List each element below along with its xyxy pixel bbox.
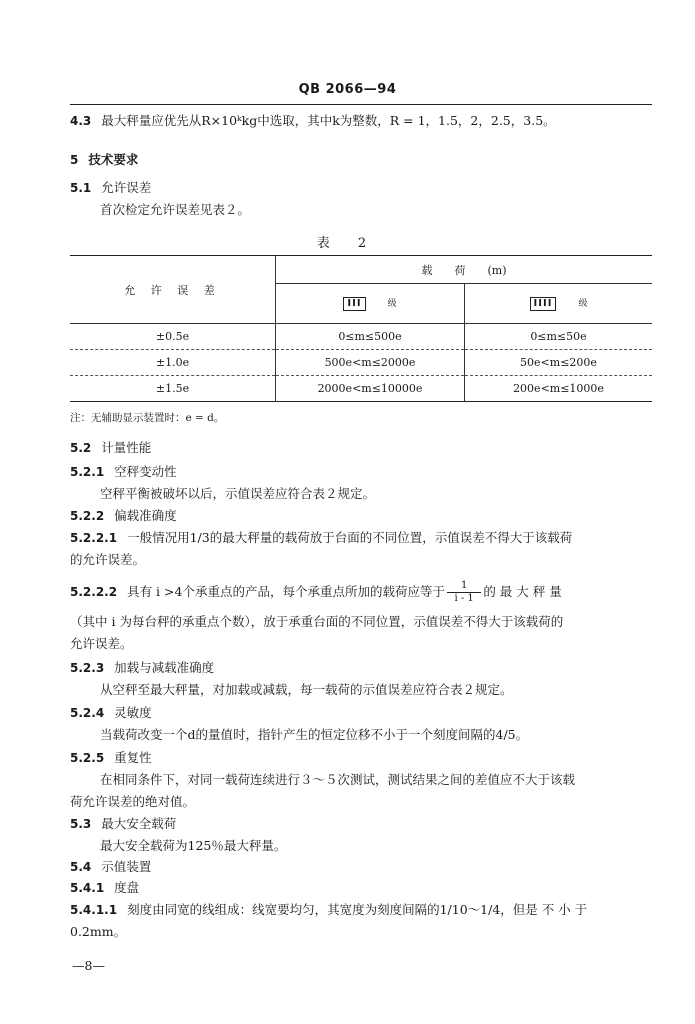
clause-5-1-heading bbox=[70, 180, 151, 196]
table-row: ±0.5e 0≤m≤500e 0≤m≤50e bbox=[70, 324, 652, 350]
header-allowed-error: 允 许 误 差 bbox=[70, 256, 276, 324]
clause-5-2-4-body: 当载荷改变一个d的量值时，指针产生的恒定位移不小于一个刻度间隔的4/5。 bbox=[100, 727, 529, 742]
clause-5-4-1-1-line2: 0.2mm。 bbox=[70, 924, 127, 939]
clause-5-4-heading: 5.4 示值装置 bbox=[70, 859, 152, 874]
fraction: $\frac{1}{i - 1}$ bbox=[447, 580, 481, 605]
clause-4-3 bbox=[70, 113, 556, 129]
clause-5-4-1-heading: 5.4.1 度盘 bbox=[70, 880, 140, 895]
clause-5-2-2-2-line3: 允许误差。 bbox=[70, 636, 133, 651]
table-note: 注：无辅助显示装置时：e = d。 bbox=[70, 412, 225, 424]
header-rule bbox=[70, 104, 652, 105]
clause-number: 4.3 bbox=[70, 114, 92, 128]
table-row: ±1.5e 2000e<m≤10000e 200e<m≤1000e bbox=[70, 376, 652, 402]
clause-5-2-2-1-line1: 5.2.2.1 一般情况用1/3的最大秤量的载荷放于台面的不同位置，示值误差不得大于该载荷 bbox=[70, 530, 573, 545]
clause-5-2-2-2-line2: （其中 i 为每台秤的承重点个数），放于承重台面的不同位置，示值误差不得大于该载荷的 bbox=[70, 614, 564, 629]
table-row: ±1.0e 500e<m≤2000e 50e<m≤200e bbox=[70, 350, 652, 376]
clause-5-2-heading: 5.2 计量性能 bbox=[70, 440, 152, 455]
clause-5-2-2-1-line2: 的允许误差。 bbox=[70, 552, 146, 567]
clause-5-2-5-line1: 在相同条件下，对同一载荷连续进行３～５次测试，测试结果之间的差值应不大于该载 bbox=[100, 772, 576, 787]
section-5-heading bbox=[70, 152, 138, 168]
header-class-3: III 级 bbox=[276, 284, 465, 324]
clause-5-2-2-2-line1: 5.2.2.2 具有 i >4个承重点的产品，每个承重点所加的载荷应等于 $\frac{1}{i - 1}$ 的 最 大 秤 量 bbox=[70, 580, 562, 604]
table-caption: 表 2 bbox=[316, 236, 379, 251]
error-table bbox=[70, 255, 652, 402]
clause-5-4-1-1-line1: 5.4.1.1 刻度由同宽的线组成：线宽要均匀，其宽度为刻度间隔的1/10～1/4，但是 不 小 于 bbox=[70, 902, 588, 917]
clause-5-2-1-body: 空秤平衡被破坏以后，示值误差应符合表２规定。 bbox=[100, 486, 376, 501]
section-number: 5 bbox=[70, 153, 79, 167]
clause-5-3-body: 最大安全载荷为125％最大秤量。 bbox=[100, 838, 287, 853]
clause-5-1-body: 首次检定允许误差见表２。 bbox=[100, 202, 251, 217]
page-number: —8— bbox=[72, 958, 105, 973]
clause-5-2-4-heading: 5.2.4 灵敏度 bbox=[70, 705, 152, 720]
class-4-icon: IIII bbox=[530, 297, 557, 311]
clause-5-3-heading: 5.3 最大安全载荷 bbox=[70, 816, 177, 831]
section-title: 技术要求 bbox=[88, 152, 139, 167]
clause-5-2-5-heading: 5.2.5 重复性 bbox=[70, 750, 152, 765]
clause-5-2-3-heading: 5.2.3 加载与减载准确度 bbox=[70, 660, 215, 675]
clause-text: 最大秤量应优先从R×10ᵏkg中选取，其中k为整数，R = 1，1.5，2，2.5，3.5。 bbox=[101, 113, 556, 128]
clause-5-2-5-line2: 荷允许误差的绝对值。 bbox=[70, 794, 196, 809]
class-3-icon: III bbox=[343, 297, 365, 311]
header-class-4: IIII 级 bbox=[465, 284, 653, 324]
clause-5-2-1-heading: 5.2.1 空秤变动性 bbox=[70, 464, 177, 479]
clause-title: 允许误差 bbox=[101, 180, 152, 195]
clause-5-2-2-heading: 5.2.2 偏载准确度 bbox=[70, 508, 177, 523]
clause-5-2-3-body: 从空秤至最大秤量，对加载或减载，每一载荷的示值误差应符合表２规定。 bbox=[100, 682, 513, 697]
header-load: 载 荷 (m) bbox=[276, 256, 653, 284]
clause-number: 5.1 bbox=[70, 181, 92, 195]
page-header: QB 2066—94 bbox=[298, 82, 397, 97]
